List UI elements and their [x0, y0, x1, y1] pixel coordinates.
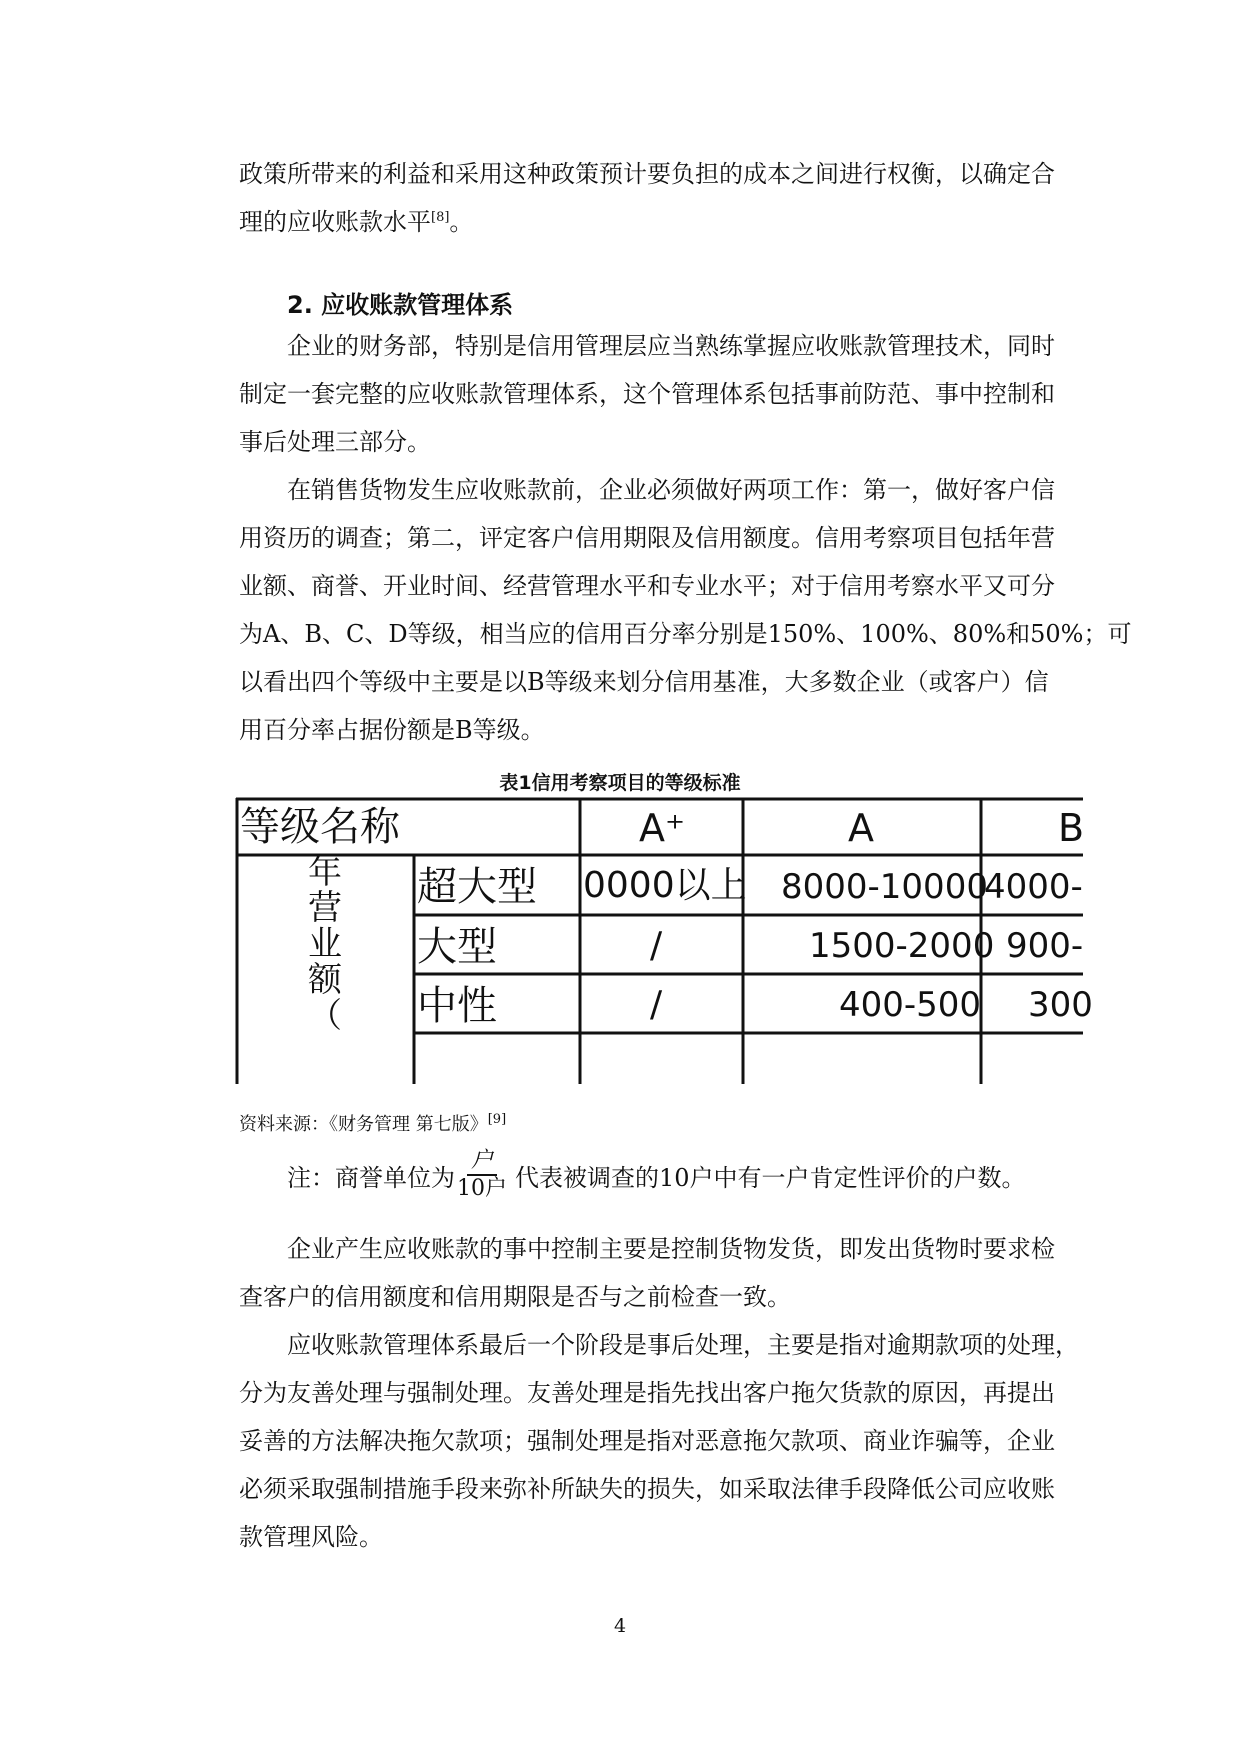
row-label: 大型 — [417, 924, 497, 970]
row-label: 超大型 — [417, 864, 537, 910]
text-line: 业额、商誉、开业时间、经营管理水平和专业水平；对于信用考察水平又可分 — [239, 572, 1055, 600]
text-line: 制定一套完整的应收账款管理体系，这个管理体系包括事前防范、事中控制和 — [239, 380, 1055, 408]
paragraph-4 — [239, 1321, 1097, 1561]
text-line: 事后处理三部分。 — [239, 428, 431, 456]
text-line: 查客户的信用额度和信用期限是否与之前检查一致。 — [239, 1283, 791, 1311]
page-number: 4 — [613, 1615, 627, 1637]
text-line: 用百分率占据份额是B等级。 — [239, 716, 545, 744]
cell-a: 400-500 — [839, 985, 982, 1025]
table-note: 注：商誉单位为 $\frac{\text{户}}{\text{10户}}$ 代表被调查的10户中有一户肯定性评价的户数。 — [287, 1148, 1026, 1201]
text-line: 在销售货物发生应收账款前，企业必须做好两项工作：第一，做好客户信 — [287, 476, 1055, 504]
text-line: 应收账款管理体系最后一个阶段是事后处理，主要是指对逾期款项的处理， — [287, 1331, 1079, 1359]
intro-paragraph — [239, 150, 1097, 246]
cell-a: 8000-10000 — [781, 867, 988, 907]
text-line: 理的应收账款水平[8]。 — [239, 208, 474, 236]
cell-b: 300 — [1028, 985, 1093, 1025]
paragraph-2 — [239, 466, 1132, 754]
credit-grade-table — [236, 798, 1093, 1084]
header-a-plus: A⁺ — [639, 806, 686, 850]
text-line: 以看出四个等级中主要是以B等级来划分信用基准，大多数企业（或客户）信 — [239, 668, 1049, 696]
text-line: 企业的财务部，特别是信用管理层应当熟练掌握应收账款管理技术，同时 — [287, 332, 1055, 360]
citation-ref: [9] — [487, 1112, 507, 1127]
citation-ref: [8] — [431, 210, 450, 225]
text-line: 用资历的调查；第二，评定客户信用期限及信用额度。信用考察项目包括年营 — [239, 524, 1055, 552]
text-line: 为A、B、C、D等级，相当应的信用百分率分别是150%、100%、80%和50%；可 — [239, 620, 1132, 648]
text-line: 企业产生应收账款的事中控制主要是控制货物发货，即发出货物时要求检 — [287, 1235, 1055, 1263]
fraction-denominator: 10户 — [457, 1176, 507, 1201]
unit-fraction — [457, 1150, 507, 1200]
fraction-numerator: 户 — [467, 1150, 497, 1176]
text-line: 妥善的方法解决拖欠款项；强制处理是指对恶意拖欠款项、商业诈骗等，企业 — [239, 1427, 1055, 1455]
header-b: B — [1058, 806, 1085, 850]
cell-a: 1500-2000 — [809, 926, 995, 966]
table-caption: 表1信用考察项目的等级标准 — [499, 772, 741, 794]
cell-a-plus: / — [650, 925, 663, 966]
source-note: 资料来源：《财务管理 第七版》[9] — [239, 1112, 507, 1135]
row-group-annual-revenue: 年 营 业 额 （ — [308, 852, 342, 1036]
text-line: 分为友善处理与强制处理。友善处理是指先找出客户拖欠货款的原因，再提出 — [239, 1379, 1055, 1407]
cell-b: 900- — [1006, 926, 1084, 966]
text-line: 政策所带来的利益和采用这种政策预计要负担的成本之间进行权衡，以确定合 — [239, 160, 1055, 188]
text-line: 款管理风险。 — [239, 1523, 383, 1551]
cell-a-plus: 0000以上 — [583, 865, 747, 906]
row-label: 中性 — [417, 983, 497, 1029]
cell-b: 4000- — [984, 867, 1083, 907]
paragraph-1 — [239, 322, 1097, 466]
section-heading: 2. 应收账款管理体系 — [287, 291, 514, 319]
header-grade-name: 等级名称 — [240, 804, 400, 850]
paragraph-3 — [239, 1225, 1097, 1321]
cell-a-plus: / — [650, 984, 663, 1025]
text-line: 必须采取强制措施手段来弥补所缺失的损失，如采取法律手段降低公司应收账 — [239, 1475, 1055, 1503]
header-a: A — [848, 806, 874, 850]
